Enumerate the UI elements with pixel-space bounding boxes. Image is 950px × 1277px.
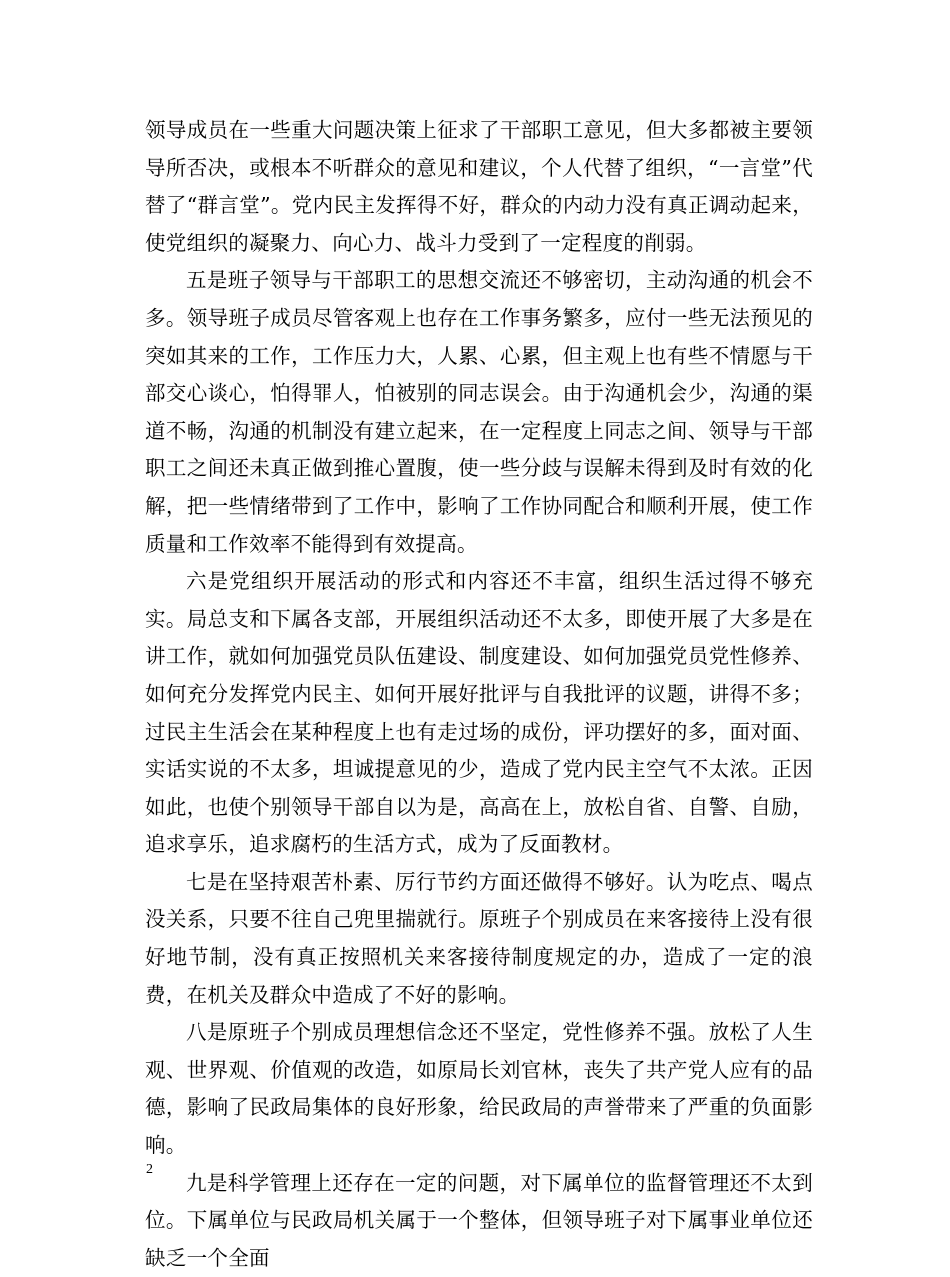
paragraph-point-eight: 八是原班子个别成员理想信念还不坚定，党性修养不强。放松了人生观、世界观、价值观的改造，如原局长刘官林，丧失了共产党人应有的品德，影响了民政局集体的良好形象，给民政局的声誉带来了严重的负面影响。 [145, 1020, 813, 1158]
page-number: 2 [146, 1162, 153, 1177]
paragraph-point-six: 六是党组织开展活动的形式和内容还不丰富，组织生活过得不够充实。局总支和下属各支部，开展组织活动还不太多，即使开展了大多是在讲工作，就如何加强党员队伍建设、制度建设、如何加强党员党性修养、如何充分发挥党内民主、如何开展好批评与自我批评的议题，讲得不多；过民主生活会在某种程度上也有走过场的成份，评功摆好的多，面对面、实话实说的不太多，坦诚提意见的少，造成了党内民主空气不太浓。正因如此，也使个别领导干部自以为是，高高在上，放松自省、自警、自励，追求享乐，追求腐朽的生活方式，成为了反面教材。 [145, 569, 813, 857]
paragraph-point-seven: 七是在坚持艰苦朴素、厉行节约方面还做得不够好。认为吃点、喝点没关系，只要不往自己兜里揣就行。原班子个别成员在来客接待上没有很好地节制，没有真正按照机关来客接待制度规定的办，造成了一定的浪费，在机关及群众中造成了不好的影响。 [145, 869, 813, 1007]
document-body [145, 112, 813, 1277]
paragraph-continuation: 领导成员在一些重大问题决策上征求了干部职工意见，但大多都被主要领导所否决，或根本不听群众的意见和建议，个人代替了组织，“一言堂”代替了“群言堂”。党内民主发挥得不好，群众的内动力没有真正调动起来，使党组织的凝聚力、向心力、战斗力受到了一定程度的削弱。 [145, 118, 813, 255]
paragraph-point-nine: 九是科学管理上还存在一定的问题，对下属单位的监督管理还不太到位。下属单位与民政局机关属于一个整体，但领导班子对下属事业单位还缺乏一个全面 [145, 1170, 813, 1270]
paragraph-point-five: 五是班子领导与干部职工的思想交流还不够密切，主动沟通的机会不多。领导班子成员尽管客观上也存在工作事务繁多，应付一些无法预见的突如其来的工作，工作压力大，人累、心累，但主观上也有些不情愿与干部交心谈心，怕得罪人，怕被别的同志误会。由于沟通机会少，沟通的渠道不畅，沟通的机制没有建立起来，在一定程度上同志之间、领导与干部职工之间还未真正做到推心置腹，使一些分歧与误解未得到及时有效的化解，把一些情绪带到了工作中，影响了工作协同配合和顺利开展，使工作质量和工作效率不能得到有效提高。 [145, 268, 813, 556]
